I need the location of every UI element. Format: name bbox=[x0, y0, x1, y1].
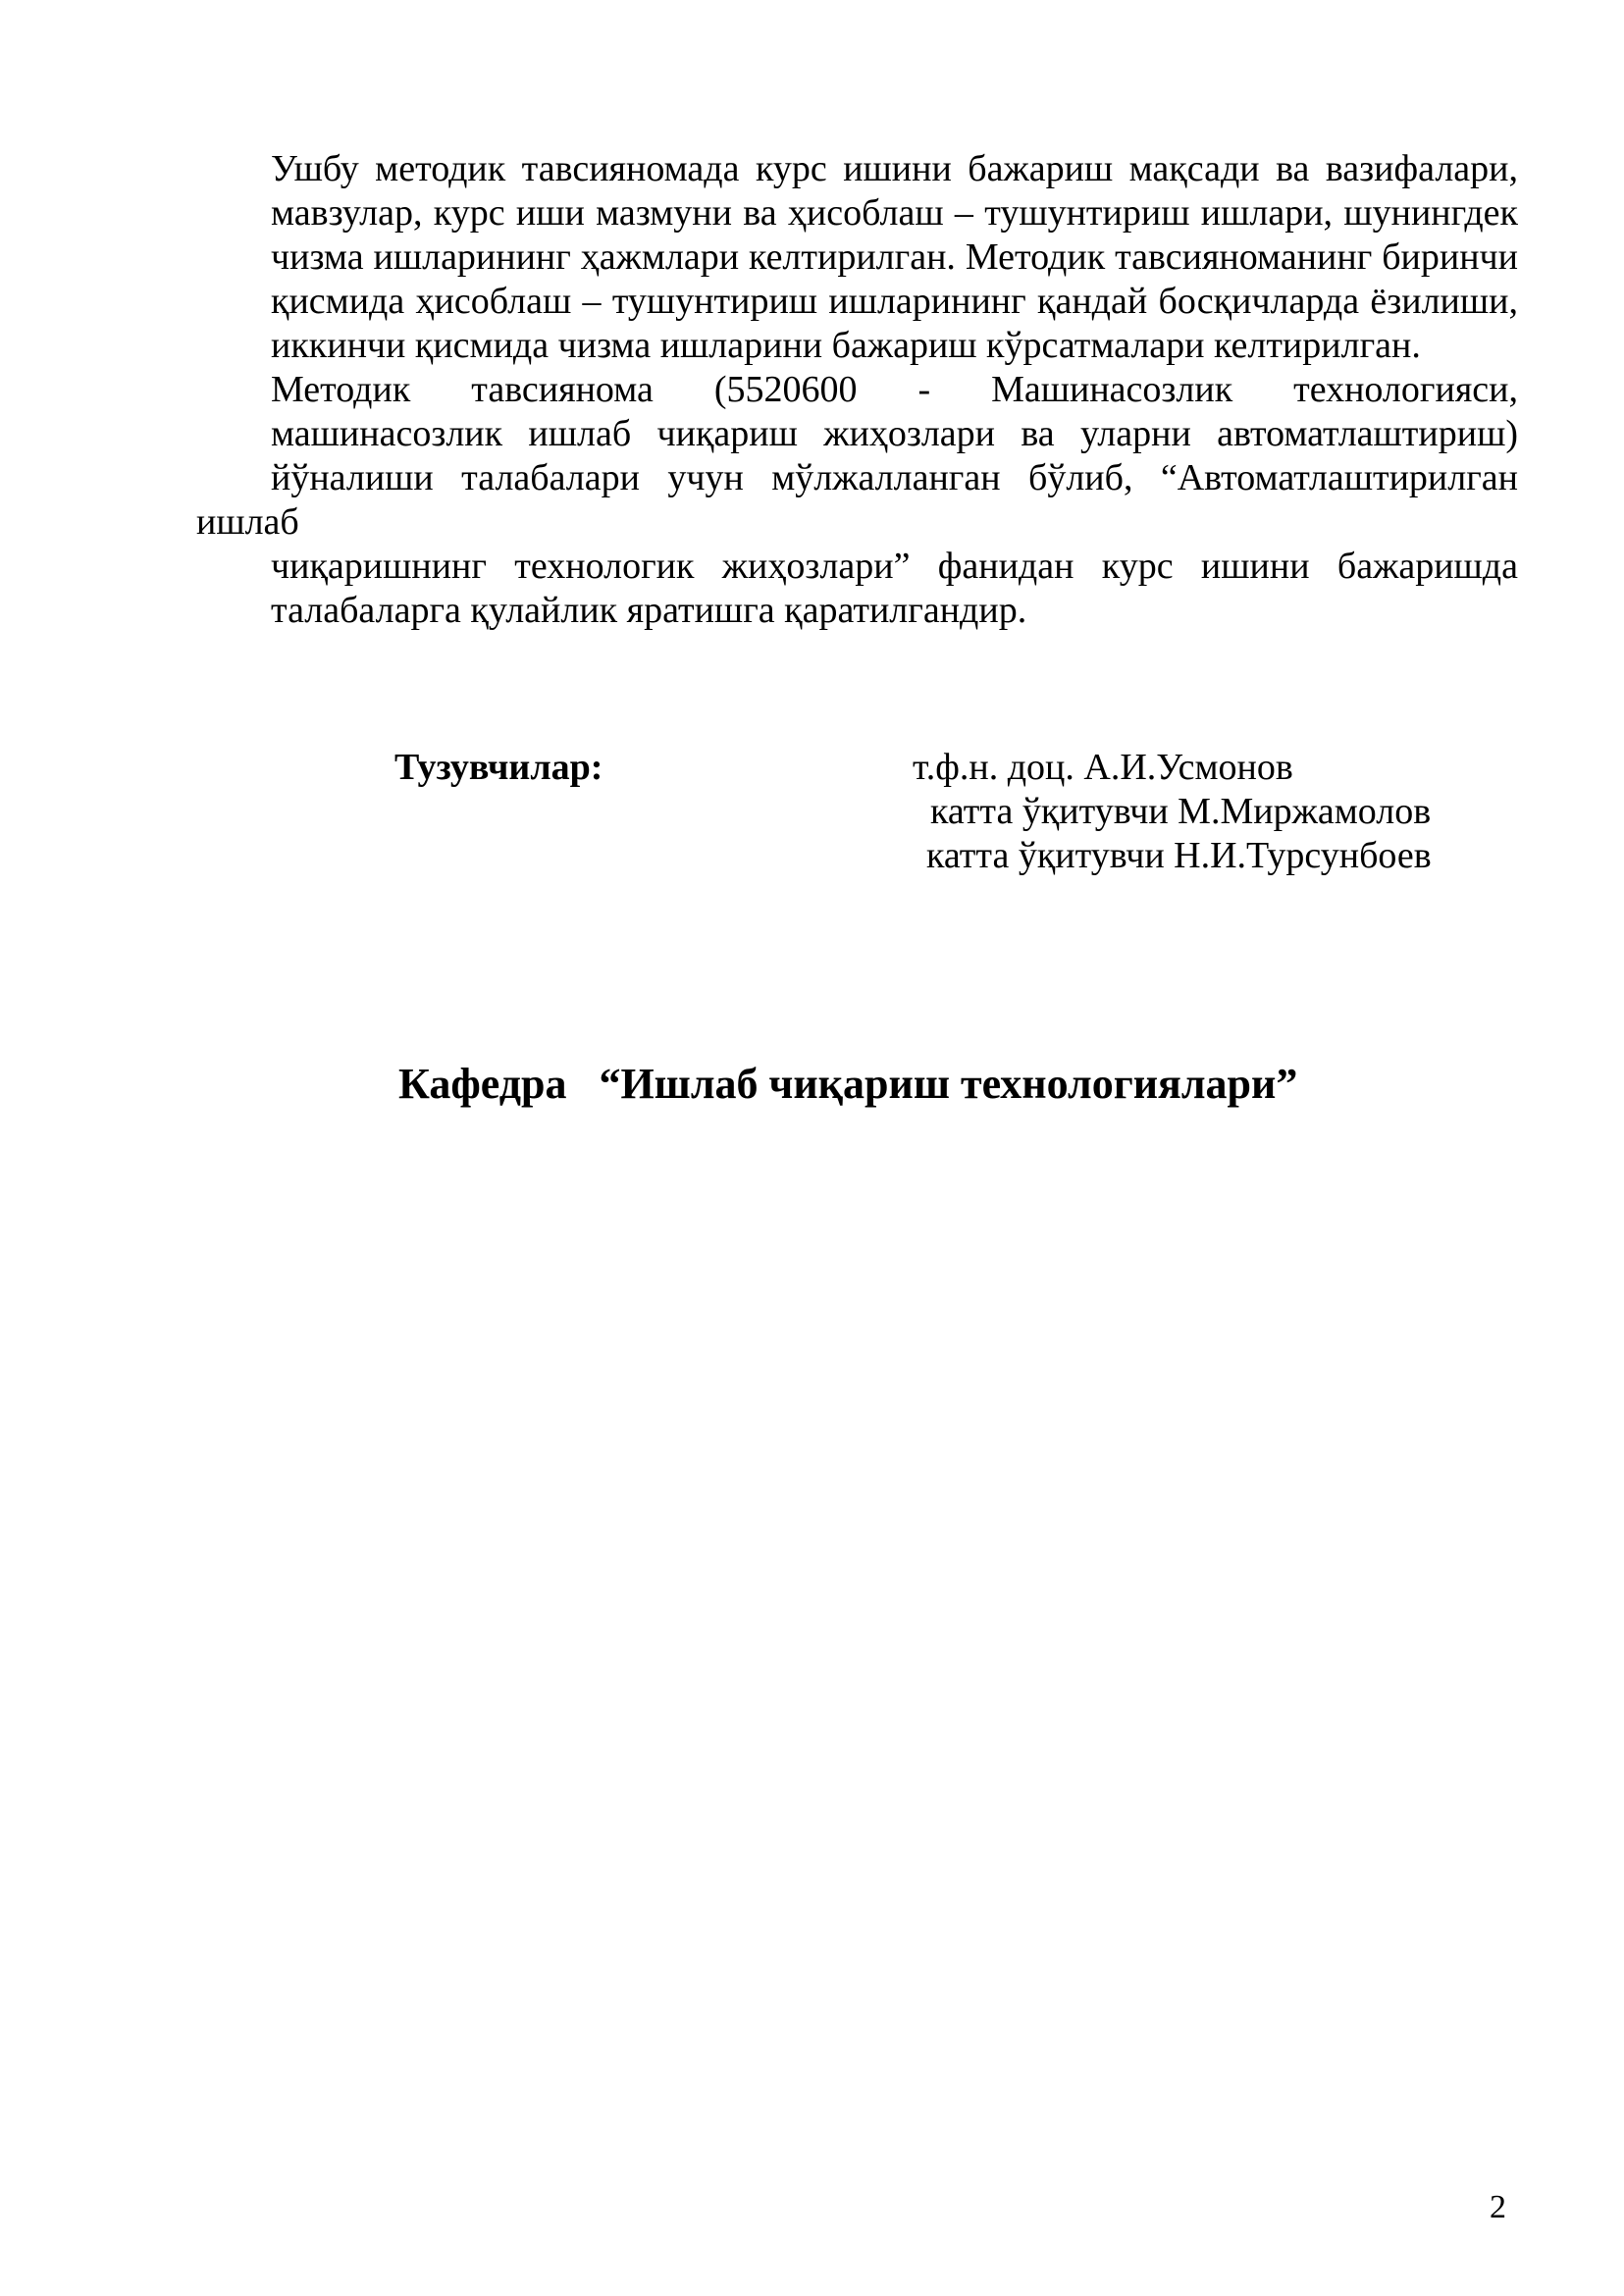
paragraph-2-line: Методик тавсиянома (5520600 - Машинасозлик технологияси, bbox=[271, 369, 1518, 410]
paragraph-1-line: қисмида ҳисоблаш – тушунтириш ишларининг қандай босқичларда ёзилиши, bbox=[271, 281, 1518, 322]
paragraph-1-line: чизма ишларининг ҳажмлари келтирилган. Методик тавсияноманинг биринчи bbox=[271, 236, 1518, 278]
body-text bbox=[196, 147, 1518, 633]
paragraph-1 bbox=[196, 147, 1518, 368]
paragraph-2-line: талабаларга қулайлик яратишга қаратилгандир. bbox=[271, 590, 1027, 631]
department-title: Кафедра “Ишлаб чиқариш технологиялари” bbox=[398, 1060, 1298, 1108]
paragraph-2-line: йўналиши талабалари учун мўлжалланган бўлиб, “Автоматлаштирилган ишлаб bbox=[196, 457, 1518, 543]
author-item: т.ф.н. доц. А.И.Усмонов bbox=[913, 747, 1293, 788]
paragraph-1-line: мавзулар, курс иши мазмуни ва ҳисоблаш – тушунтириш ишлари, шунингдек bbox=[271, 192, 1518, 234]
authors-list bbox=[913, 746, 1432, 878]
authors-label: Тузувчилар: bbox=[394, 747, 603, 788]
paragraph-1-line: иккинчи қисмида чизма ишларини бажариш кўрсатмалари келтирилган. bbox=[271, 325, 1421, 366]
author-item: катта ўқитувчи Н.И.Турсунбоев bbox=[926, 835, 1432, 876]
paragraph-1-line: Ушбу методик тавсияномада курс ишини бажариш мақсади ва вазифалари, bbox=[271, 148, 1518, 189]
author-item: катта ўқитувчи М.Миржамолов bbox=[930, 791, 1432, 832]
paragraph-2-line: чиқаришнинг технологик жиҳозлари” фанидан курс ишини бажаришда bbox=[271, 546, 1518, 587]
paragraph-2 bbox=[196, 368, 1518, 633]
page-number: 2 bbox=[1490, 2189, 1506, 2225]
paragraph-2-line: машинасозлик ишлаб чиқариш жиҳозлари ва уларни автоматлаштириш) bbox=[271, 413, 1518, 454]
